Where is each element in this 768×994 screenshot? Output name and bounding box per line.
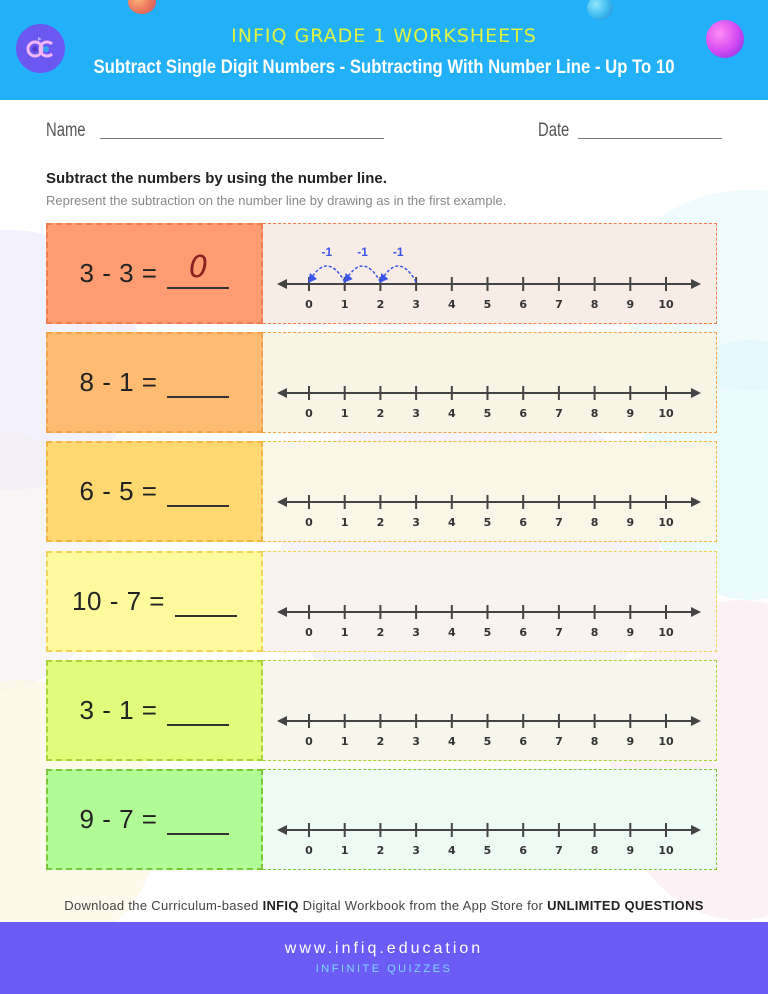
tick-label: 5 — [483, 407, 492, 420]
arrow-right-icon — [691, 716, 701, 726]
number-line — [263, 442, 717, 543]
tick-label: 3 — [412, 516, 420, 529]
tick-label: 4 — [447, 407, 456, 420]
answer-blank[interactable] — [167, 368, 229, 398]
tick-label: 10 — [658, 516, 674, 529]
problem-row — [46, 441, 717, 542]
footer-url-link[interactable]: www.infiq.education — [284, 940, 484, 957]
decorative-ball-icon — [128, 0, 156, 14]
worksheet-header — [0, 0, 768, 100]
tick-label: 0 — [305, 735, 313, 748]
problem-row — [46, 551, 717, 652]
equation-text: 3 - 1 = — [79, 695, 158, 725]
tick-label: 1 — [340, 626, 349, 639]
tick-label: 10 — [658, 735, 674, 748]
tick-label: 3 — [412, 626, 420, 639]
problem-row — [46, 223, 717, 324]
arrow-right-icon — [691, 388, 701, 398]
tick-label: 10 — [658, 298, 674, 311]
tick-label: 3 — [412, 735, 420, 748]
tick-label: 6 — [519, 516, 528, 529]
tick-label: 5 — [483, 516, 492, 529]
brand-name: INFIQ — [262, 898, 299, 913]
number-line — [263, 770, 717, 871]
equation-text: 6 - 5 = — [79, 476, 158, 506]
tick-label: 1 — [340, 298, 349, 311]
tick-label: 9 — [626, 844, 635, 857]
arrow-left-icon — [277, 716, 287, 726]
hop-label: -1 — [321, 245, 333, 259]
number-line-area[interactable] — [263, 332, 717, 433]
tick-label: 10 — [658, 626, 674, 639]
number-line-area[interactable] — [263, 551, 717, 652]
hop-arrow-icon — [308, 273, 317, 283]
tick-label: 7 — [555, 298, 563, 311]
tick-label: 0 — [305, 844, 313, 857]
tick-label: 3 — [412, 407, 420, 420]
name-label: Name — [46, 120, 86, 141]
tick-label: 1 — [340, 516, 349, 529]
arrow-right-icon — [691, 497, 701, 507]
tick-label: 4 — [447, 516, 456, 529]
arrow-left-icon — [277, 388, 287, 398]
date-label: Date — [538, 120, 570, 141]
equation-box — [46, 769, 263, 870]
tick-label: 9 — [626, 735, 635, 748]
hop-label: -1 — [357, 245, 368, 259]
tick-label: 8 — [590, 298, 599, 311]
tick-label: 5 — [483, 735, 492, 748]
equation-box — [46, 223, 263, 324]
tick-label: 9 — [626, 298, 635, 311]
name-field[interactable] — [100, 138, 384, 139]
number-line-area[interactable] — [263, 769, 717, 870]
name-date-row — [46, 120, 722, 144]
equation-box — [46, 441, 263, 542]
instructions-subtitle: Represent the subtraction on the number line by drawing as in the first example. — [46, 193, 507, 208]
number-line-area[interactable] — [263, 223, 717, 324]
answer-blank[interactable] — [167, 805, 229, 835]
arrow-left-icon — [277, 279, 287, 289]
equation-box — [46, 551, 263, 652]
tick-label: 7 — [555, 735, 563, 748]
tick-label: 2 — [376, 407, 385, 420]
tick-label: 3 — [412, 298, 420, 311]
tick-label: 8 — [590, 735, 599, 748]
problem-row — [46, 769, 717, 870]
tick-label: 2 — [376, 516, 385, 529]
tick-label: 10 — [658, 407, 674, 420]
arrow-right-icon — [691, 279, 701, 289]
tick-label: 4 — [447, 626, 456, 639]
answer-value: 0 — [188, 249, 209, 285]
tick-label: 3 — [412, 844, 420, 857]
promo-text: Download the Curriculum-based INFIQ Digital Workbook from the App Store for UNLIMITED QUESTIONS — [64, 898, 704, 913]
arrow-left-icon — [277, 607, 287, 617]
tick-label: 0 — [305, 407, 313, 420]
tick-label: 1 — [340, 844, 349, 857]
number-line — [263, 552, 717, 653]
arrow-left-icon — [277, 825, 287, 835]
answer-blank[interactable] — [167, 249, 229, 289]
problem-row — [46, 660, 717, 761]
tick-label: 4 — [447, 735, 456, 748]
decorative-ball-icon — [587, 0, 613, 20]
tick-label: 9 — [626, 407, 635, 420]
tick-label: 2 — [376, 844, 385, 857]
page-title: Subtract Single Digit Numbers - Subtracting With Number Line - Up To 10 — [93, 57, 675, 78]
equation-text: 8 - 1 = — [79, 367, 158, 397]
tick-label: 7 — [555, 407, 563, 420]
tick-label: 2 — [376, 626, 385, 639]
tick-label: 2 — [376, 735, 385, 748]
number-line — [263, 661, 717, 762]
number-line — [263, 224, 717, 325]
tick-label: 5 — [483, 298, 492, 311]
footer — [0, 922, 768, 994]
arrow-right-icon — [691, 607, 701, 617]
tick-label: 1 — [340, 735, 349, 748]
tick-label: 6 — [519, 407, 528, 420]
tick-label: 7 — [555, 516, 563, 529]
answer-blank[interactable] — [175, 587, 237, 617]
tick-label: 8 — [590, 516, 599, 529]
tick-label: 9 — [626, 516, 635, 529]
hop-label: -1 — [392, 245, 404, 259]
tick-label: 8 — [590, 626, 599, 639]
tick-label: 6 — [519, 844, 528, 857]
number-line-area[interactable] — [263, 660, 717, 761]
tick-label: 6 — [519, 735, 528, 748]
tick-label: 4 — [447, 844, 456, 857]
tick-label: 6 — [519, 298, 528, 311]
header-subtitle: INFIQ GRADE 1 WORKSHEETS — [231, 25, 537, 47]
tick-label: 6 — [519, 626, 528, 639]
tick-label: 7 — [555, 626, 563, 639]
number-line — [263, 333, 717, 434]
equation-text: 10 - 7 = — [72, 586, 165, 616]
arrow-left-icon — [277, 497, 287, 507]
tick-label: 1 — [340, 407, 349, 420]
date-field[interactable] — [578, 138, 722, 139]
arrow-right-icon — [691, 825, 701, 835]
answer-blank[interactable] — [167, 696, 229, 726]
tick-label: 4 — [447, 298, 456, 311]
tick-label: 8 — [590, 407, 599, 420]
tick-label: 8 — [590, 844, 599, 857]
tick-label: 5 — [483, 844, 492, 857]
equation-text: 9 - 7 = — [79, 804, 158, 834]
instructions-title: Subtract the numbers by using the number line. — [46, 170, 387, 187]
tick-label: 0 — [305, 298, 313, 311]
tick-label: 2 — [376, 298, 385, 311]
promo-emphasis: UNLIMITED QUESTIONS — [547, 898, 704, 913]
equation-box — [46, 660, 263, 761]
problem-row — [46, 332, 717, 433]
tick-label: 9 — [626, 626, 635, 639]
footer-tagline: INFINITE QUIZZES — [315, 963, 453, 975]
tick-label: 5 — [483, 626, 492, 639]
tick-label: 7 — [555, 844, 563, 857]
number-line-area[interactable] — [263, 441, 717, 542]
tick-label: 0 — [305, 516, 313, 529]
tick-label: 0 — [305, 626, 313, 639]
answer-blank[interactable] — [167, 477, 229, 507]
equation-text: 3 - 3 = — [79, 258, 158, 288]
equation-box — [46, 332, 263, 433]
tick-label: 10 — [658, 844, 674, 857]
